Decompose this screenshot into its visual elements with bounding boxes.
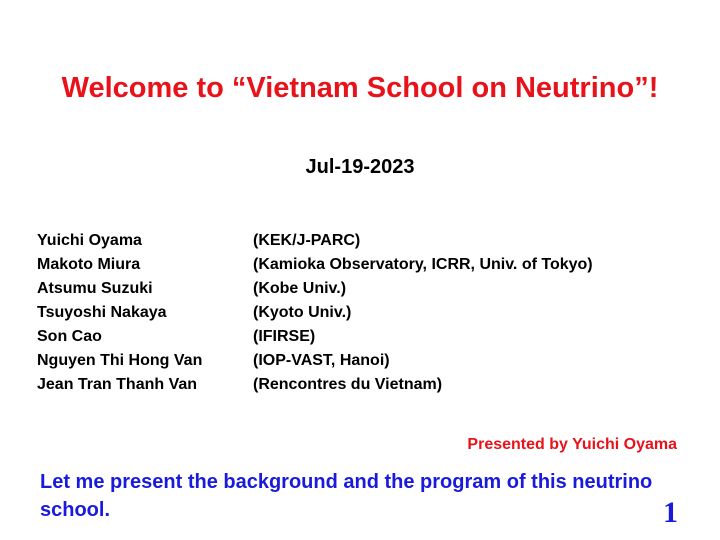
member-affiliation: (IOP-VAST, Hanoi) [253,352,390,369]
member-name: Atsumu Suzuki [37,280,153,297]
member-row [37,349,593,373]
page-number: 1 [663,496,678,529]
member-affiliation: (Kamioka Observatory, ICRR, Univ. of Tokyo) [253,256,593,273]
member-affiliation: (Rencontres du Vietnam) [253,376,443,393]
slide-date: Jul-19-2023 [305,156,415,178]
member-row [37,373,593,397]
member-affiliation: (Kyoto Univ.) [253,304,352,321]
member-affiliation: (Kobe Univ.) [253,280,347,297]
member-name: Tsuyoshi Nakaya [37,304,167,321]
member-name: Nguyen Thi Hong Van [37,352,203,369]
member-row [37,277,593,301]
member-row [37,325,593,349]
member-name: Son Cao [37,328,102,345]
member-affiliation: (KEK/J-PARC) [253,232,361,249]
member-name: Yuichi Oyama [37,232,142,249]
member-list [37,229,593,397]
member-row [37,253,593,277]
member-name: Jean Tran Thanh Van [37,376,198,393]
presenter-credit: Presented by Yuichi Oyama [467,436,677,453]
member-affiliation: (IFIRSE) [253,328,316,345]
slide-title: Welcome to “Vietnam School on Neutrino”! [61,72,659,104]
closing-statement: Let me present the background and the program of this neutrino school. [40,471,653,521]
member-name: Makoto Miura [37,256,141,273]
member-row [37,301,593,325]
member-row [37,229,593,253]
